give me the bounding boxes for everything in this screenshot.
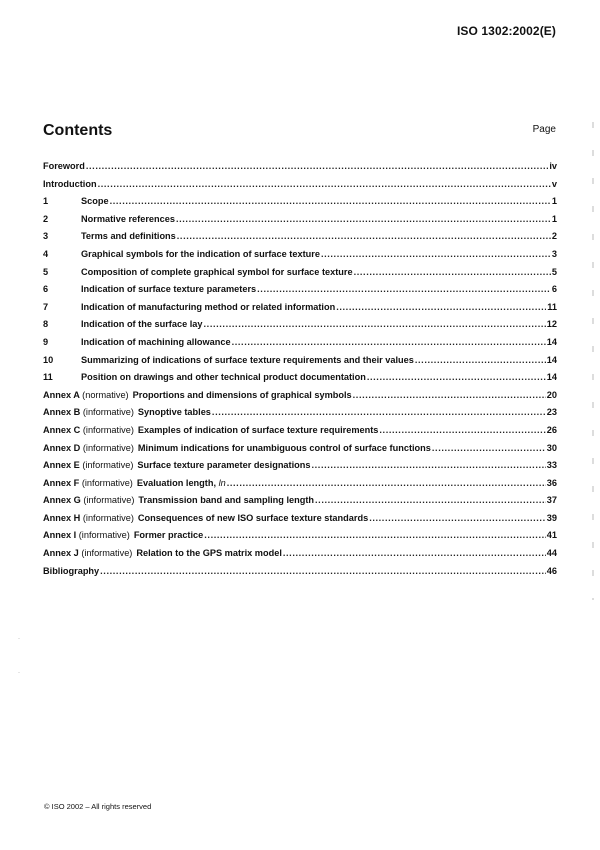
toc-entry-title: Position on drawings and other technical product documentation <box>81 372 366 383</box>
toc-entry-page: 36 <box>546 477 557 488</box>
annex-label: Annex I <box>43 530 77 541</box>
annex-kind: (informative) <box>81 477 133 488</box>
toc-entry-foreword[interactable] <box>43 161 557 179</box>
page-column-label: Page <box>532 124 556 135</box>
annex-kind: (informative) <box>78 530 130 541</box>
toc-entry-title: Indication of surface texture parameters <box>81 284 257 295</box>
toc-entry-clause-2[interactable] <box>43 214 557 232</box>
toc-entry-page: 20 <box>546 389 557 400</box>
annex-kind: (informative) <box>82 424 134 435</box>
toc-entry-number: 9 <box>43 336 49 347</box>
annex-label: Annex F <box>43 477 80 488</box>
toc-entry-annex-a[interactable] <box>43 390 557 408</box>
annex-label: Annex H <box>43 512 81 523</box>
toc-entry-title: Summarizing of indications of surface texture requirements and their values <box>81 354 414 365</box>
annex-label: Annex J <box>43 548 79 559</box>
toc-entry-number: 2 <box>43 213 49 224</box>
annex-kind: (informative) <box>82 407 134 418</box>
dot-leader <box>367 372 546 382</box>
toc-entry-annex-j[interactable] <box>43 548 557 566</box>
toc-entry-page: 46 <box>546 565 557 576</box>
annex-label-group <box>43 530 134 540</box>
toc-entry-page: 26 <box>546 424 557 435</box>
annex-label-group <box>43 478 137 488</box>
annex-kind: (informative) <box>82 460 134 471</box>
toc-entry-clause-11[interactable] <box>43 372 557 390</box>
toc-entry-title: Former practice <box>133 530 204 541</box>
toc-entry-title: Foreword <box>43 161 85 171</box>
toc-entry-clause-5[interactable] <box>43 267 557 285</box>
annex-label: Annex D <box>43 442 81 453</box>
toc-entry-title: Bibliography <box>43 565 100 576</box>
toc-entry-page: 39 <box>546 512 557 523</box>
toc-entry-page: 30 <box>546 442 557 453</box>
toc-entry-number: 11 <box>43 372 53 383</box>
toc-entry-title: Surface texture parameter designations <box>137 460 311 471</box>
toc-entry-title: Normative references <box>81 213 175 224</box>
toc-entry-page: 33 <box>546 460 557 471</box>
toc-entry-title: Indication of the surface lay <box>81 319 203 330</box>
scan-edge-artifact <box>592 100 594 600</box>
annex-kind: (informative) <box>82 512 134 523</box>
dot-leader <box>227 478 546 488</box>
annex-label-group <box>43 407 138 417</box>
annex-label-group <box>43 390 133 400</box>
toc-entry-title: Introduction <box>43 178 97 189</box>
toc-entry-page: 23 <box>546 407 557 418</box>
toc-entry-annex-f[interactable] <box>43 478 557 496</box>
toc-entry-number: 5 <box>43 266 49 277</box>
toc-entry-title: Terms and definitions <box>81 231 176 242</box>
toc-entry-number: 1 <box>43 196 49 207</box>
toc-entry-page: 14 <box>546 372 557 383</box>
toc-entry-clause-9[interactable] <box>43 337 557 355</box>
annex-kind: (normative) <box>82 389 129 400</box>
annex-label: Annex C <box>43 424 81 435</box>
toc-entry-page: 1 <box>551 213 557 224</box>
dot-leader <box>311 460 545 470</box>
toc-entry-page: 1 <box>551 196 557 207</box>
toc-entry-annex-b[interactable] <box>43 407 557 425</box>
toc-entry-page: 41 <box>546 530 557 541</box>
toc-entry-number: 10 <box>43 354 54 365</box>
toc-entry-introduction[interactable] <box>43 179 557 197</box>
toc-entry-annex-c[interactable] <box>43 425 557 443</box>
toc-entry-page: 6 <box>551 284 557 295</box>
toc-entry-clause-7[interactable] <box>43 302 557 320</box>
toc-entry-annex-h[interactable] <box>43 513 557 531</box>
toc-entry-title: Transmission band and sampling length <box>138 495 315 506</box>
toc-entry-clause-3[interactable] <box>43 231 557 249</box>
toc-entry-number: 3 <box>43 231 49 242</box>
toc-entry-title: Evaluation length, <box>136 477 216 488</box>
toc-entry-page: 44 <box>546 548 557 559</box>
annex-label: Annex A <box>43 389 80 400</box>
toc-entry-number: 7 <box>43 301 49 312</box>
dot-leader <box>257 284 551 294</box>
toc-entry-title: Scope <box>81 196 109 207</box>
dot-leader <box>100 566 546 576</box>
dot-leader <box>98 179 551 189</box>
dot-leader <box>232 337 546 347</box>
toc-entry-title: Indication of machining allowance <box>81 336 231 347</box>
toc-entry-title: Relation to the GPS matrix model <box>136 548 282 559</box>
annex-label-group <box>43 513 138 523</box>
toc-entry-title: Composition of complete graphical symbol for surface texture <box>81 266 353 277</box>
contents-heading: Contents <box>43 122 113 139</box>
dot-leader <box>415 355 546 365</box>
annex-label-group <box>43 425 138 435</box>
toc-entry-annex-e[interactable] <box>43 460 557 478</box>
toc-entry-title-italic: ln <box>218 477 226 488</box>
annex-label: Annex B <box>43 407 81 418</box>
dot-leader <box>204 530 546 540</box>
toc-entry-page: 11 <box>547 301 557 312</box>
toc-entry-clause-1[interactable] <box>43 196 557 214</box>
toc-entry-number: 6 <box>43 284 49 295</box>
dot-leader <box>204 319 546 329</box>
toc-entry-annex-d[interactable] <box>43 443 557 461</box>
dot-leader <box>176 214 551 224</box>
dot-leader <box>321 249 551 259</box>
toc-entry-page: 12 <box>546 319 557 330</box>
dot-leader <box>212 407 546 417</box>
copyright-footer: © ISO 2002 – All rights reserved <box>44 802 152 811</box>
toc-entry-annex-i[interactable] <box>43 530 557 548</box>
annex-kind: (informative) <box>83 495 135 506</box>
toc-entry-clause-10[interactable] <box>43 355 557 373</box>
toc-entry-clause-8[interactable] <box>43 319 557 337</box>
dot-leader <box>283 548 546 558</box>
annex-label-group <box>43 548 136 558</box>
toc-entry-number: 4 <box>43 248 49 259</box>
toc-entry-page: 14 <box>546 336 557 347</box>
dot-leader <box>369 513 546 523</box>
scan-artifact: · · <box>18 636 20 676</box>
toc-entry-page: iv <box>549 161 557 171</box>
annex-kind: (informative) <box>82 442 134 453</box>
annex-label: Annex G <box>43 495 81 506</box>
toc-entry-page: v <box>551 178 557 189</box>
toc-entry-title: Consequences of new ISO surface texture standards <box>137 512 369 523</box>
toc-entry-title: Proportions and dimensions of graphical symbols <box>132 389 352 400</box>
dot-leader <box>86 161 548 171</box>
table-of-contents <box>43 161 557 583</box>
toc-entry-title: Indication of manufacturing method or related information <box>81 301 336 312</box>
toc-entry-title: Synoptive tables <box>137 407 211 418</box>
dot-leader <box>379 425 545 435</box>
annex-label-group <box>43 460 137 470</box>
dot-leader <box>336 302 546 312</box>
toc-entry-page: 2 <box>551 231 557 242</box>
dot-leader <box>354 267 551 277</box>
annex-kind: (informative) <box>81 548 133 559</box>
annex-label-group <box>43 495 138 505</box>
dot-leader <box>353 390 546 400</box>
toc-entry-bibliography[interactable] <box>43 566 557 584</box>
annex-label: Annex E <box>43 460 80 471</box>
dot-leader <box>177 231 551 241</box>
toc-entry-title: Examples of indication of surface texture requirements <box>137 424 379 435</box>
toc-entry-title: Graphical symbols for the indication of surface texture <box>81 248 320 259</box>
document-id-header: ISO 1302:2002(E) <box>457 24 556 38</box>
toc-entry-clause-6[interactable] <box>43 284 557 302</box>
toc-entry-page: 5 <box>551 266 557 277</box>
toc-entry-number: 8 <box>43 319 49 330</box>
toc-entry-page: 14 <box>546 354 557 365</box>
toc-entry-title: Minimum indications for unambiguous control of surface functions <box>137 442 431 453</box>
toc-entry-clause-4[interactable] <box>43 249 557 267</box>
toc-entry-page: 37 <box>546 495 557 506</box>
toc-entry-title-group <box>137 478 226 488</box>
dot-leader <box>315 495 546 505</box>
toc-entry-page: 3 <box>551 248 557 259</box>
dot-leader <box>110 196 551 206</box>
annex-label-group <box>43 443 138 453</box>
dot-leader <box>432 443 546 453</box>
toc-entry-annex-g[interactable] <box>43 495 557 513</box>
